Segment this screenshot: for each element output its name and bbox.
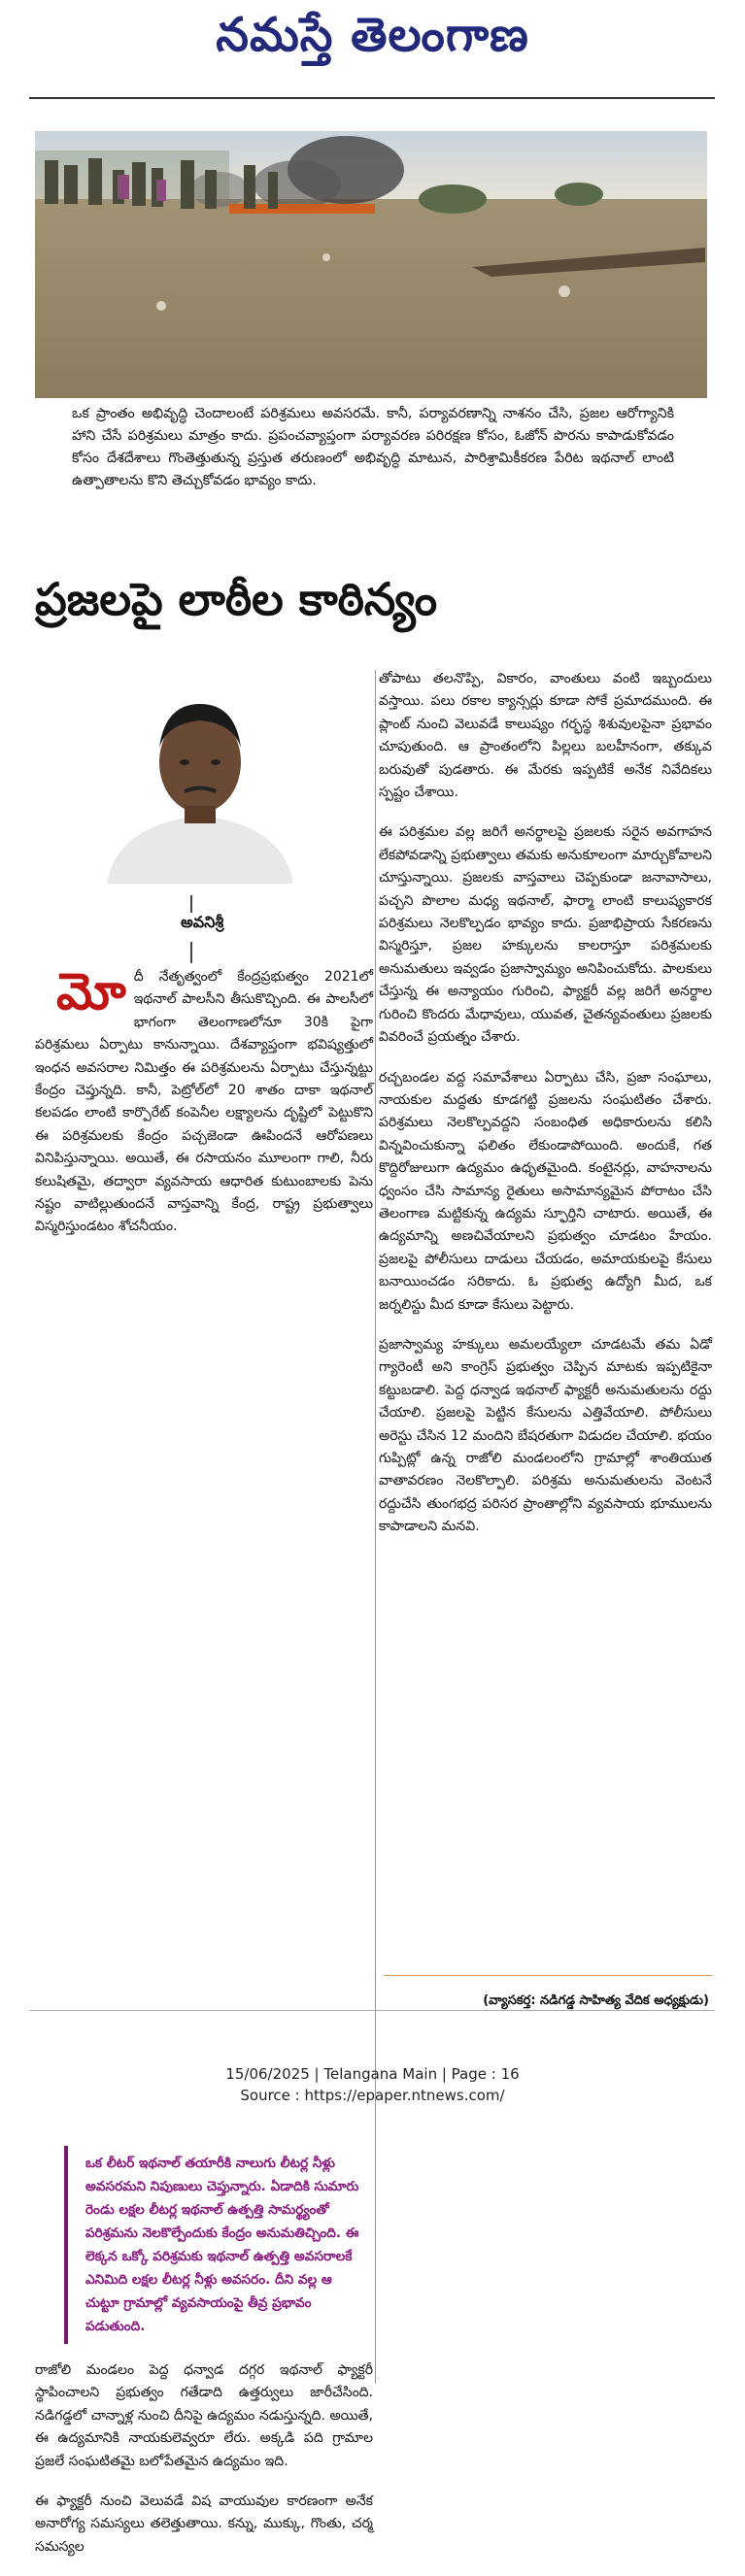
footer-source-link[interactable]: Source : https://epaper.ntnews.com/ [240,2087,505,2104]
opening-paragraph [35,962,373,1256]
author-photo [87,680,313,884]
masthead-title: నమస్తే తెలంగాణ [216,8,529,62]
top-rule [29,97,715,99]
byline-rule [384,1975,712,1976]
paragraph-1: దీ నేతృత్వంలో కేంద్రప్రభుత్వం 2021లో ఇథనాల్ పాలసీని తీసుకొచ్చింది. ఈ పాలసీలో భాగంగా తెలంగాణలోనూ 30కి పైగా పరిశ్రమలు ఏర్పాటు కానున్నాయి. దేశవ్యాప్తంగా భవిష్యత్తులో ఇంధన అవసరాల నిమిత్తం ఈ పరిశ్రమలను ఏర్పాటు చేస్తున్నట్టు కేంద్రం చెప్తున్నది. కానీ, పెట్రోల్‌లో 20 శాతం దాకా ఇథనాల్ కలపడం లాంటి కార్పొరేట్ కంపెనీల లక్ష్యాలను దృష్టిలో పెట్టుకొని ఈ పరిశ్రమలకు కేంద్రం పచ్చజెండా ఊపిందనే ఆరోపణలు వినిపిస్తున్నాయి. అయితే, ఈ రసాయనం మూలంగా గాలి, నీరు కలుషితమై, తద్వారా వ్యవసాయ ఆధారిత కుటుంబాలకు పెను నష్టం వాటిల్లుతుందనే వాస్తవాన్ని కేంద్ర, రాష్ట్ర ప్రభుత్వాలు విస్మరిస్తుండటం శోచనీయం. [35,969,373,1235]
intro-paragraph: ఒక ప్రాంతం అభివృద్ధి చెందాలంటే పరిశ్రమలు అవసరమే. కానీ, పర్యావరణాన్ని నాశనం చేసి, ప్రజల ఆరోగ్యానికి హాని చేసే పరిశ్రమలు మాత్రం కాదు. ప్రపంచవ్యాప్తంగా పర్యావరణ పరిరక్షణ కోసం, ఓజోన్ పొరను కాపాడుకోవడం కోసం దేశదేశాలు గొంతెత్తుతున్న ప్రస్తుత తరుణంలో అభివృద్ధి మాటున, పారిశ్రామికీకరణ పేరిట ఇథనాల్ లాంటి ఉత్పాతాలను కొని తెచ్చుకోవడం భావ్యం కాదు. [72,406,674,488]
author-marker-top [190,895,192,913]
masthead [0,8,745,74]
author-byline: (వ్యాసకర్త: నడిగడ్డ సాహిత్య వేదిక అధ్యక్షుడు) [483,1993,709,2008]
left-column [35,670,373,2555]
author-name: అవనిశ్రీ [181,913,224,931]
pull-quote: ఒక లీటర్ ఇథనాల్ తయారీకి నాలుగు లీటర్ల నీళ్లు అవసరమని నిపుణులు చెప్తున్నారు. ఏడాదికి సుమారు రెండు లక్షల లీటర్ల ఇథనాల్ ఉత్పత్తి సామర్థ్యంతో పరిశ్రమను నెలకొల్పేందుకు కేంద్రం అనుమతిచ్చింది. ఈ లెక్కన ఒక్కో పరిశ్రమకు ఇథనాల్ ఉత్పత్తి అవసరాలకే ఎనిమిది లక్షల లీటర్ల నీళ్లు అవసరం. దీని వల్ల ఆ చుట్టూ గ్రామాల్లో వ్యవసాయంపై తీవ్ర ప్రభావం పడుతుంది. [64,2146,362,2344]
bottom-rule [29,2010,715,2011]
paragraph-2: రాజోలి మండలం పెద్ద ధన్వాడ దగ్గర ఇథనాల్ ఫ్యాక్టరీ స్థాపించాలని ప్రభుత్వం గతేడాది ఉత్తర్వులు జారీచేసింది. నడిగడ్డలో చాన్నాళ్ల నుంచి దీనిపై ఉద్యమం నడుస్తున్నది. అయితే, ఈ ఉద్యమానికి నాయకులెవ్వరూ లేరు. అక్కడి పది గ్రామాల ప్రజలే సంఘటితమై బలోపేతమైన ఉద్యమం ఇది. [35,2362,373,2469]
paragraph-r3: రచ్చబండల వద్ద సమావేశాలు ఏర్పాటు చేసి, ప్రజా సంఘాలు, నాయకుల మద్దతు కూడగట్టి ప్రజలను సంఘటితం చేశారు. పరిశ్రమలు నెలకొల్పవద్దని సంబంధిత అధికారులను కలిసి విన్నవించుకున్నా ఫలితం లేకుండాపోయింది. అందుకే, గత కొద్దిరోజులుగా ఉద్యమం ఉధృతమైంది. కంటైనర్లు, వాహనాలను ధ్వంసం చేసి సామాన్య రైతులు అసామాన్యమైన పోరాటం చేసి తెలంగాణ మట్టికున్న ఉద్యమ స్ఫూర్తిని చాటారు. అయితే, ఈ ఉద్యమాన్ని అణచివేయాలని ప్రభుత్వం చూడటం హేయం. ప్రజలపై పోలీసులు దాడులు చేయడం, అమాయకులపై కేసులు బనాయించడం సరికాదు. ఓ ప్రభుత్వ ఉద్యోగి మీద, ఒక జర్నలిస్టు మీద కూడా కేసులు పెట్టారు. [379,1069,712,1313]
author-marker-bottom [190,942,192,963]
paragraph-r1: తోపాటు తలనొప్పి, వికారం, వాంతులు వంటి ఇబ్బందులు వస్తాయి. పలు రకాల క్యాన్సర్లు కూడా సోకే ప్రమాదముంది. ఈ ప్లాంట్ నుంచి వెలువడే కాలుష్యం గర్భస్థ శిశువులపైనా ప్రభావం చూపుతుంది. ఆ ప్రాంతంలోని పిల్లలు బలహీనంగా, తక్కువ బరువుతో పుడతారు. ఈ మేరకు ఇప్పటికే అనేక నివేదికలు స్పష్టం చేశాయి. [379,671,712,801]
footer-date-page: 15/06/2025 | Telangana Main | Page : 16 [225,2065,520,2083]
footer [0,2063,745,2106]
right-column [379,668,712,1556]
article-headline: ప్రజలపై లాఠీల కాఠిన్యం [35,573,438,625]
paragraph-3: ఈ ఫ్యాక్టరీ నుంచి వెలువడే విష వాయువుల కారణంగా అనేక అనారోగ్య సమస్యలు తలెత్తుతాయి. కన్ను, ముక్కు, గొంతు, చర్మ సమస్యల [35,2493,373,2555]
paragraph-r2: ఈ పరిశ్రమల వల్ల జరిగే అనర్థాలపై ప్రజలకు సరైన అవగాహన లేకపోవడాన్ని ప్రభుత్వాలు తమకు అనుకూలంగా మార్చుకోవాలని చూస్తున్నాయి. ప్రజలకు వాస్తవాలు చెప్పకుండా జనావాసాలు, పచ్చని పొలాల మధ్య ఇథనాల్, ఫార్మా లాంటి కాలుష్యకారక పరిశ్రమలు నెలకొల్పడం భావ్యం కాదు. ప్రజాభిప్రాయ సేకరణను విస్మరిస్తూ, ప్రజల హక్కులను కాలరాస్తూ పరిశ్రమలకు అనుమతులు ఇవ్వడం ప్రజాస్వామ్యం అనిపించుకోదు. పాలకులు చేస్తున్న ఈ అన్యాయం గురించి, ఫ్యాక్టరీ వల్ల జరిగే అనర్థాల గురించి కొందరు మేధావులు, యువత, చైతన్యవంతులు ప్రజలకు వివరించే ప్రయత్నం చేశారు. [379,824,712,1046]
left-column-bottom [35,2359,373,2576]
paragraph-r4: ప్రజాస్వామ్య హక్కులు అమలయ్యేలా చూడటమే తమ ఏడో గ్యారెంటీ అని కాంగ్రెస్ ప్రభుత్వం చెప్పిన మాటకు ఇప్పటికైనా కట్టుబడాలి. పెద్ద ధన్వాడ ఇథనాల్ ఫ్యాక్టరీ అనుమతులను రద్దు చేయాలి. ప్రజలపై పెట్టిన కేసులను ఎత్తివేయాలి. పోలీసులు అరెస్టు చేసిన 12 మందిని బేషరతుగా విడుదల చేయాలి. భయం గుప్పిట్లో ఉన్న రాజోలి మండలంలోని గ్రామాల్లో శాంతియుత వాతావరణం నెలకొల్పాలి. పరిశ్రమ అనుమతులను వెంటనే రద్దుచేసి తుంగభద్ర పరిసర ప్రాంతాల్లోని వ్యవసాయ భూములను కాపాడాలని మనవి. [379,1336,712,1535]
protest-photo [35,131,707,398]
drop-cap: మో [56,962,126,1021]
column-divider [375,670,376,2384]
